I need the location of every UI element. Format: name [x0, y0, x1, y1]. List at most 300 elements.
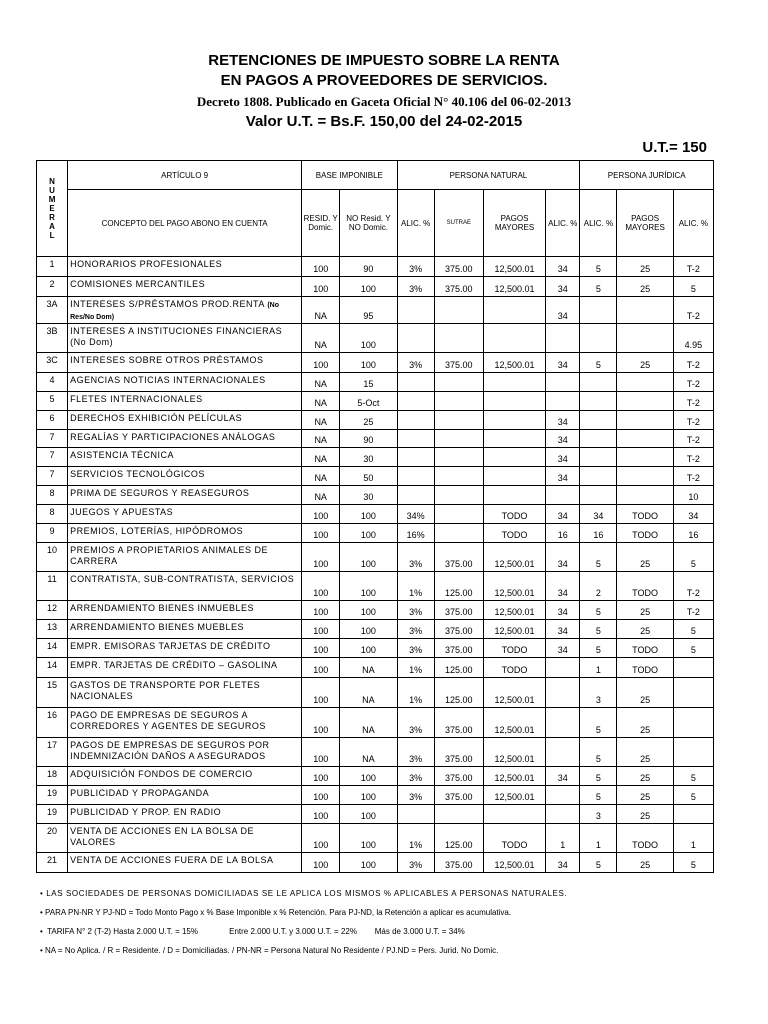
- value-cell: [617, 297, 673, 324]
- value-cell: [546, 708, 580, 738]
- value-cell: [673, 658, 713, 678]
- decree-line: Decreto 1808. Publicado en Gaceta Oficial N° 40.106 del 06-02-2013: [196, 94, 572, 109]
- value-cell: 25: [617, 543, 673, 572]
- concept-cell: [68, 411, 302, 430]
- value-cell: 5: [673, 767, 713, 786]
- table-row: [37, 708, 714, 738]
- value-cell: 100: [302, 767, 340, 786]
- numeral-cell: 7: [37, 467, 68, 486]
- value-cell: 100: [302, 708, 340, 738]
- value-cell: 34: [546, 853, 580, 873]
- document-subtitle: EN PAGOS A PROVEEDORES DE SERVICIOS.: [220, 72, 548, 89]
- concept-cell: [68, 601, 302, 620]
- value-cell: 50: [340, 467, 397, 486]
- no-resid-header: NO Resid. Y NO Domic.: [340, 190, 397, 257]
- value-cell: [397, 373, 434, 392]
- concept-text: VENTA DE ACCIONES FUERA DE LA BOLSA: [70, 855, 274, 865]
- concept-cell: [68, 678, 302, 708]
- value-cell: 125.00: [434, 658, 483, 678]
- concept-text: ASISTENCIA TÉCNICA: [70, 450, 174, 460]
- concept-text: SERVICIOS TECNOLÓGICOS: [70, 469, 205, 479]
- concept-cell: [68, 658, 302, 678]
- value-cell: [580, 486, 617, 505]
- value-cell: T-2: [673, 448, 713, 467]
- note-line: • PARA PN-NR Y PJ-ND = Todo Monto Pago x % Base Imponible x % Retención. Para PJ-ND, la Retención a aplicar es acumulativa.: [40, 908, 512, 917]
- concept-cell: [68, 738, 302, 767]
- value-cell: 12,500.01: [483, 601, 545, 620]
- concept-text: VENTA DE ACCIONES EN LA BOLSA DE VALORES: [70, 826, 255, 847]
- note-line: • NA = No Aplica. / R = Residente. / D = Domiciliadas. / PN-NR = Persona Natural No Residente / PJ.ND = Pers. Jurid. No Domic.: [40, 946, 499, 955]
- numeral-cell: 14: [37, 639, 68, 658]
- value-cell: [397, 448, 434, 467]
- value-cell: 100: [302, 277, 340, 297]
- value-cell: NA: [302, 430, 340, 448]
- alic-pct-header: ALIC. %: [546, 190, 580, 257]
- value-cell: 100: [340, 324, 397, 353]
- value-cell: 3: [580, 805, 617, 824]
- numeral-cell: 19: [37, 786, 68, 805]
- value-cell: 100: [302, 620, 340, 639]
- value-cell: NA: [302, 324, 340, 353]
- base-imponible-header: BASE IMPONIBLE: [302, 161, 397, 190]
- value-cell: [483, 392, 545, 411]
- table-row: [37, 486, 714, 505]
- concept-text: DERECHOS EXHIBICIÓN PELÍCULAS: [70, 413, 243, 423]
- value-cell: 5: [673, 543, 713, 572]
- value-cell: 100: [302, 658, 340, 678]
- value-cell: T-2: [673, 411, 713, 430]
- value-cell: [434, 411, 483, 430]
- value-cell: [673, 678, 713, 708]
- value-cell: 3%: [397, 353, 434, 373]
- withholding-table: [36, 160, 714, 873]
- value-cell: [434, 392, 483, 411]
- value-cell: [397, 486, 434, 505]
- value-cell: 100: [340, 524, 397, 543]
- concept-cell: [68, 297, 302, 324]
- value-cell: 1: [580, 658, 617, 678]
- value-cell: 375.00: [434, 543, 483, 572]
- value-cell: 5-Oct: [340, 392, 397, 411]
- table-row: [37, 257, 714, 277]
- value-cell: [580, 392, 617, 411]
- value-cell: 100: [302, 257, 340, 277]
- value-cell: 5: [580, 257, 617, 277]
- note-line: • LAS SOCIEDADES DE PERSONAS DOMICILIADAS SE LE APLICA LOS MISMOS % APLICABLES A PERSONAS NATURALES.: [40, 889, 568, 898]
- value-cell: 34: [546, 505, 580, 524]
- value-cell: NA: [302, 467, 340, 486]
- value-cell: 12,500.01: [483, 572, 545, 601]
- concept-cell: [68, 467, 302, 486]
- value-cell: [617, 448, 673, 467]
- concept-cell: [68, 486, 302, 505]
- value-cell: 25: [617, 353, 673, 373]
- value-cell: [434, 805, 483, 824]
- value-cell: 1: [673, 824, 713, 853]
- value-cell: 3: [580, 678, 617, 708]
- value-cell: [546, 392, 580, 411]
- value-cell: [580, 297, 617, 324]
- value-cell: 25: [617, 257, 673, 277]
- value-cell: [673, 805, 713, 824]
- value-cell: NA: [340, 678, 397, 708]
- numeral-cell: 15: [37, 678, 68, 708]
- numeral-cell: 20: [37, 824, 68, 853]
- value-cell: 375.00: [434, 601, 483, 620]
- value-cell: 25: [617, 601, 673, 620]
- table-row: [37, 572, 714, 601]
- value-cell: 25: [617, 767, 673, 786]
- concept-text: PREMIOS, LOTERÍAS, HIPÓDROMOS: [70, 526, 244, 536]
- numeral-cell: 3A: [37, 297, 68, 324]
- value-cell: [483, 324, 545, 353]
- concept-text: JUEGOS Y APUESTAS: [70, 507, 174, 517]
- concept-text: AGENCIAS NOTICIAS INTERNACIONALES: [70, 375, 266, 385]
- value-cell: [397, 297, 434, 324]
- value-cell: NA: [302, 373, 340, 392]
- concept-cell: [68, 805, 302, 824]
- value-cell: 2: [580, 572, 617, 601]
- value-cell: 125.00: [434, 572, 483, 601]
- value-cell: [397, 805, 434, 824]
- value-cell: [617, 392, 673, 411]
- persona-natural-header: PERSONA NATURAL: [397, 161, 580, 190]
- value-cell: 3%: [397, 708, 434, 738]
- ut-value-line: Valor U.T. = Bs.F. 150,00 del 24-02-2015: [245, 113, 523, 130]
- value-cell: [483, 411, 545, 430]
- value-cell: NA: [340, 658, 397, 678]
- value-cell: 25: [617, 620, 673, 639]
- value-cell: 375.00: [434, 620, 483, 639]
- value-cell: 12,500.01: [483, 738, 545, 767]
- value-cell: 100: [340, 543, 397, 572]
- concept-text: REGALÍAS Y PARTICIPACIONES ANÁLOGAS: [70, 432, 276, 442]
- value-cell: NA: [302, 297, 340, 324]
- value-cell: [580, 430, 617, 448]
- numeral-cell: 6: [37, 411, 68, 430]
- value-cell: 100: [302, 505, 340, 524]
- value-cell: 34: [546, 353, 580, 373]
- value-cell: 100: [340, 824, 397, 853]
- value-cell: 375.00: [434, 786, 483, 805]
- numeral-cell: 11: [37, 572, 68, 601]
- concept-cell: [68, 392, 302, 411]
- value-cell: 1%: [397, 678, 434, 708]
- concept-cell: [68, 448, 302, 467]
- concept-cell: [68, 620, 302, 639]
- table-row: [37, 658, 714, 678]
- value-cell: 100: [302, 805, 340, 824]
- concept-cell: [68, 353, 302, 373]
- table-row: [37, 430, 714, 448]
- value-cell: [397, 430, 434, 448]
- ut-label: U.T.= 150: [642, 139, 707, 156]
- value-cell: 375.00: [434, 708, 483, 738]
- concept-text: FLETES INTERNACIONALES: [70, 394, 203, 404]
- value-cell: 30: [340, 486, 397, 505]
- table-row: [37, 373, 714, 392]
- value-cell: 100: [340, 767, 397, 786]
- table-row: [37, 448, 714, 467]
- value-cell: [617, 430, 673, 448]
- value-cell: [546, 324, 580, 353]
- numeral-cell: 3B: [37, 324, 68, 353]
- value-cell: T-2: [673, 572, 713, 601]
- concept-text: PREMIOS A PROPIETARIOS ANIMALES DE CARRERA: [70, 545, 269, 566]
- alic-header: ALIC. %: [397, 190, 434, 257]
- value-cell: TODO: [483, 524, 545, 543]
- value-cell: [546, 678, 580, 708]
- value-cell: NA: [302, 448, 340, 467]
- numeral-cell: 3C: [37, 353, 68, 373]
- value-cell: [434, 324, 483, 353]
- value-cell: T-2: [673, 297, 713, 324]
- value-cell: 100: [302, 601, 340, 620]
- value-cell: 12,500.01: [483, 767, 545, 786]
- value-cell: T-2: [673, 467, 713, 486]
- value-cell: [580, 373, 617, 392]
- value-cell: 100: [302, 543, 340, 572]
- value-cell: 3%: [397, 257, 434, 277]
- concept-cell: [68, 524, 302, 543]
- concept-text: ARRENDAMIENTO BIENES MUEBLES: [70, 622, 244, 632]
- value-cell: NA: [340, 708, 397, 738]
- value-cell: [546, 373, 580, 392]
- value-cell: 12,500.01: [483, 708, 545, 738]
- articulo-header: ARTÍCULO 9: [68, 161, 302, 190]
- value-cell: TODO: [617, 572, 673, 601]
- value-cell: 5: [580, 601, 617, 620]
- value-cell: TODO: [617, 824, 673, 853]
- value-cell: [546, 658, 580, 678]
- value-cell: [483, 805, 545, 824]
- value-cell: 5: [673, 639, 713, 658]
- value-cell: 100: [302, 738, 340, 767]
- value-cell: 5: [580, 853, 617, 873]
- value-cell: 25: [617, 738, 673, 767]
- table-row: [37, 505, 714, 524]
- value-cell: 90: [340, 430, 397, 448]
- value-cell: 100: [340, 853, 397, 873]
- concept-cell: [68, 543, 302, 572]
- value-cell: 375.00: [434, 277, 483, 297]
- value-cell: 375.00: [434, 853, 483, 873]
- concept-cell: [68, 373, 302, 392]
- value-cell: 100: [340, 620, 397, 639]
- table-row: [37, 786, 714, 805]
- value-cell: 34: [546, 543, 580, 572]
- notes: [40, 884, 567, 960]
- value-cell: 100: [340, 805, 397, 824]
- table-row: [37, 738, 714, 767]
- value-cell: 5: [580, 738, 617, 767]
- value-cell: NA: [302, 411, 340, 430]
- value-cell: [397, 392, 434, 411]
- pagos-mayores-j-header: PAGOS MAYORES: [617, 190, 673, 257]
- value-cell: 34: [546, 257, 580, 277]
- concept-cell: [68, 824, 302, 853]
- value-cell: 34: [546, 767, 580, 786]
- table-row: [37, 805, 714, 824]
- value-cell: [434, 505, 483, 524]
- numeral-cell: 9: [37, 524, 68, 543]
- value-cell: [546, 738, 580, 767]
- concepto-header: CONCEPTO DEL PAGO ABONO EN CUENTA: [68, 190, 302, 257]
- value-cell: 5: [673, 277, 713, 297]
- value-cell: 100: [302, 824, 340, 853]
- table-row: [37, 639, 714, 658]
- concept-text: ARRENDAMIENTO BIENES INMUEBLES: [70, 603, 254, 613]
- value-cell: 34%: [397, 505, 434, 524]
- value-cell: 25: [617, 277, 673, 297]
- value-cell: 16: [546, 524, 580, 543]
- value-cell: 12,500.01: [483, 786, 545, 805]
- value-cell: 25: [617, 853, 673, 873]
- value-cell: T-2: [673, 353, 713, 373]
- value-cell: 25: [617, 805, 673, 824]
- value-cell: [580, 448, 617, 467]
- value-cell: [434, 297, 483, 324]
- concept-cell: [68, 639, 302, 658]
- table-row: [37, 353, 714, 373]
- value-cell: TODO: [483, 658, 545, 678]
- value-cell: 5: [673, 620, 713, 639]
- value-cell: 34: [546, 467, 580, 486]
- concept-text: EMPR. TARJETAS DE CRÉDITO – GASOLINA: [70, 660, 278, 670]
- table-row: [37, 620, 714, 639]
- concept-cell: [68, 277, 302, 297]
- table-row: [37, 297, 714, 324]
- value-cell: TODO: [617, 639, 673, 658]
- value-cell: T-2: [673, 392, 713, 411]
- value-cell: 12,500.01: [483, 277, 545, 297]
- numeral-cell: 14: [37, 658, 68, 678]
- value-cell: TODO: [617, 658, 673, 678]
- value-cell: 34: [546, 601, 580, 620]
- numeral-cell: 7: [37, 448, 68, 467]
- value-cell: [434, 373, 483, 392]
- value-cell: [483, 430, 545, 448]
- pagos-mayores-header: PAGOS MAYORES: [483, 190, 545, 257]
- value-cell: 5: [580, 277, 617, 297]
- value-cell: 5: [580, 620, 617, 639]
- table-row: [37, 324, 714, 353]
- value-cell: 100: [302, 572, 340, 601]
- concept-cell: [68, 505, 302, 524]
- value-cell: 1: [580, 824, 617, 853]
- value-cell: [673, 738, 713, 767]
- value-cell: 375.00: [434, 639, 483, 658]
- value-cell: TODO: [617, 505, 673, 524]
- value-cell: 16: [673, 524, 713, 543]
- value-cell: T-2: [673, 601, 713, 620]
- value-cell: [434, 448, 483, 467]
- value-cell: [397, 411, 434, 430]
- value-cell: NA: [340, 738, 397, 767]
- value-cell: 12,500.01: [483, 257, 545, 277]
- numeral-cell: 17: [37, 738, 68, 767]
- value-cell: 100: [302, 786, 340, 805]
- concept-text: PUBLICIDAD Y PROP. EN RADIO: [70, 807, 222, 817]
- value-cell: 34: [580, 505, 617, 524]
- value-cell: [580, 324, 617, 353]
- value-cell: TODO: [483, 824, 545, 853]
- numeral-header: N U M E R A L: [37, 161, 68, 257]
- numeral-cell: 1: [37, 257, 68, 277]
- value-cell: [546, 805, 580, 824]
- value-cell: T-2: [673, 430, 713, 448]
- value-cell: 5: [673, 853, 713, 873]
- value-cell: 3%: [397, 786, 434, 805]
- value-cell: [617, 324, 673, 353]
- numeral-cell: 2: [37, 277, 68, 297]
- persona-juridica-header: PERSONA JURÍDICA: [580, 161, 714, 190]
- value-cell: 25: [617, 678, 673, 708]
- value-cell: 12,500.01: [483, 620, 545, 639]
- value-cell: 5: [580, 353, 617, 373]
- concept-cell: [68, 430, 302, 448]
- table-row: [37, 277, 714, 297]
- value-cell: [546, 786, 580, 805]
- value-cell: [397, 324, 434, 353]
- value-cell: [483, 448, 545, 467]
- value-cell: 100: [340, 277, 397, 297]
- value-cell: 100: [302, 678, 340, 708]
- value-cell: 90: [340, 257, 397, 277]
- concept-text: INTERESES SOBRE OTROS PRÉSTAMOS: [70, 355, 264, 365]
- concept-cell: [68, 767, 302, 786]
- table-row: [37, 767, 714, 786]
- value-cell: NA: [302, 486, 340, 505]
- concept-cell: [68, 786, 302, 805]
- table-row: [37, 824, 714, 853]
- value-cell: 3%: [397, 601, 434, 620]
- value-cell: 3%: [397, 767, 434, 786]
- value-cell: 100: [340, 786, 397, 805]
- value-cell: 5: [673, 786, 713, 805]
- value-cell: 16: [580, 524, 617, 543]
- value-cell: 4.95: [673, 324, 713, 353]
- concept-text: COMISIONES MERCANTILES: [70, 279, 206, 289]
- concept-text: PAGO DE EMPRESAS DE SEGUROS A CORREDORES Y AGENTES DE SEGUROS: [70, 710, 266, 731]
- value-cell: 34: [546, 277, 580, 297]
- value-cell: 12,500.01: [483, 353, 545, 373]
- concept-text: PAGOS DE EMPRESAS DE SEGUROS POR INDEMNIZACIÓN DAÑOS A ASEGURADOS: [70, 740, 270, 761]
- value-cell: [483, 373, 545, 392]
- value-cell: 34: [546, 297, 580, 324]
- value-cell: 100: [340, 601, 397, 620]
- value-cell: 100: [302, 853, 340, 873]
- value-cell: 12,500.01: [483, 853, 545, 873]
- value-cell: [546, 486, 580, 505]
- value-cell: TODO: [617, 524, 673, 543]
- table-row: [37, 678, 714, 708]
- value-cell: [673, 708, 713, 738]
- value-cell: 3%: [397, 543, 434, 572]
- value-cell: 375.00: [434, 767, 483, 786]
- concept-text: PUBLICIDAD Y PROPAGANDA: [70, 788, 210, 798]
- value-cell: 34: [546, 448, 580, 467]
- concept-cell: [68, 324, 302, 353]
- table-row: [37, 853, 714, 873]
- alic-j-header: ALIC. %: [580, 190, 617, 257]
- numeral-cell: 18: [37, 767, 68, 786]
- value-cell: [434, 430, 483, 448]
- value-cell: 3%: [397, 853, 434, 873]
- numeral-cell: 7: [37, 430, 68, 448]
- value-cell: [617, 467, 673, 486]
- value-cell: 100: [302, 639, 340, 658]
